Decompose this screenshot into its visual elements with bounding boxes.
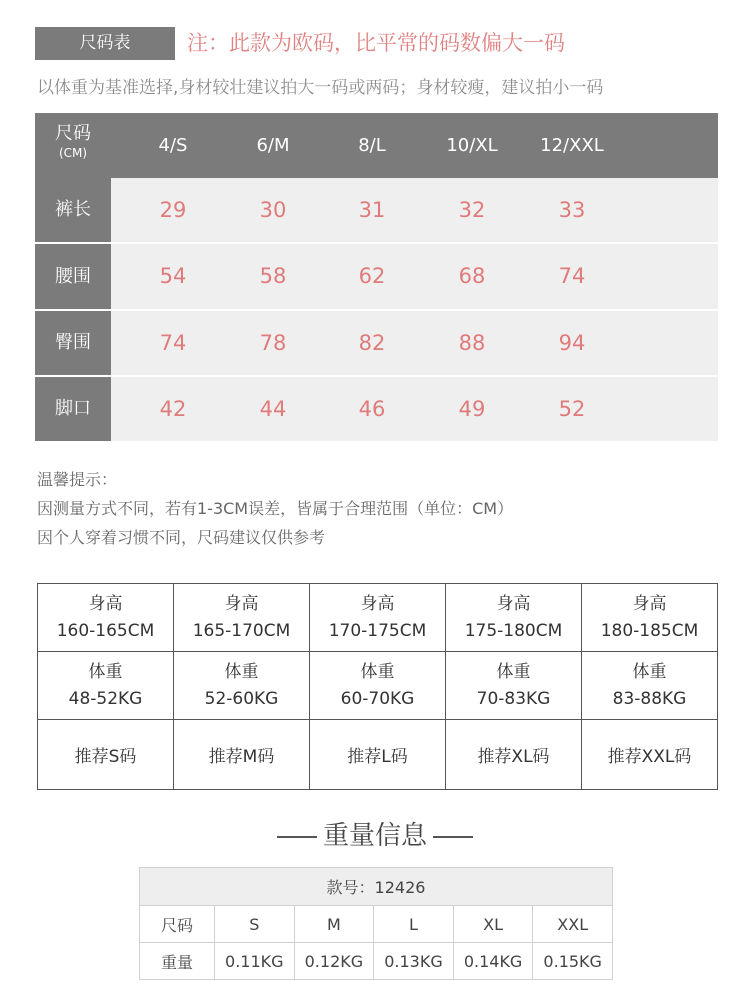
recommend-row — [38, 720, 718, 790]
weight-value: 48-52KG — [68, 688, 143, 709]
height-value: 180-185CM — [600, 620, 699, 641]
height-row — [38, 584, 718, 652]
recommend-cell: 推荐XXL码 — [582, 720, 718, 790]
measure-value: 32 — [458, 198, 486, 222]
height-label: 身高 — [360, 593, 395, 614]
size-recommend-table — [37, 583, 718, 790]
height-cell — [310, 584, 446, 652]
measure-value: 88 — [458, 331, 486, 355]
weight-info-title — [0, 815, 750, 852]
weight-value: 0.15KG — [533, 943, 613, 980]
weight-value: 83-88KG — [612, 688, 687, 709]
measure-label: 裤长 — [35, 178, 111, 242]
size-header: 4/S — [158, 135, 188, 156]
weight-cell — [174, 652, 310, 720]
measure-value: 46 — [358, 397, 386, 421]
title-dash-left — [277, 836, 317, 838]
weight-row-label: 重量 — [140, 943, 215, 980]
measure-value: 42 — [159, 397, 187, 421]
recommend-cell: 推荐L码 — [310, 720, 446, 790]
measure-value: 54 — [159, 264, 187, 288]
measure-row — [35, 377, 718, 441]
recommend-cell: 推荐S码 — [38, 720, 174, 790]
size-label: 尺码 — [55, 123, 91, 144]
weight-size: M — [294, 906, 374, 943]
size-header: 10/XL — [446, 135, 498, 156]
measure-value: 44 — [259, 397, 287, 421]
style-number-row — [140, 868, 613, 906]
measure-row — [35, 311, 718, 375]
measure-value: 74 — [159, 331, 187, 355]
measure-value: 33 — [558, 198, 586, 222]
size-chart-tag: 尺码表 — [35, 27, 175, 60]
measure-value: 58 — [259, 264, 287, 288]
measure-value: 78 — [259, 331, 287, 355]
tips-line: 因测量方式不同，若有1-3CM误差，皆属于合理范围（单位：CM） — [37, 499, 514, 518]
weight-label: 体重 — [360, 661, 395, 682]
size-header: 6/M — [256, 135, 290, 156]
size-chart-header — [35, 113, 718, 178]
height-cell — [582, 584, 718, 652]
tips-title: 温馨提示： — [37, 470, 118, 489]
weight-size: L — [374, 906, 454, 943]
measure-label: 臀围 — [35, 311, 111, 375]
height-label: 身高 — [632, 593, 667, 614]
measure-values — [111, 244, 718, 309]
measure-values — [111, 377, 718, 441]
measure-values — [111, 178, 718, 242]
weight-value: 0.12KG — [294, 943, 374, 980]
weight-size: XXL — [533, 906, 613, 943]
measure-label: 脚口 — [35, 377, 111, 441]
sizing-advice: 以体重为基准选择,身材较壮建议拍大一码或两码；身材较瘦，建议拍小一码 — [37, 78, 604, 98]
weight-label: 体重 — [88, 661, 123, 682]
measure-value: 30 — [259, 198, 287, 222]
weight-value-row — [140, 943, 613, 980]
weight-row — [38, 652, 718, 720]
height-label: 身高 — [88, 593, 123, 614]
height-cell — [174, 584, 310, 652]
height-value: 165-170CM — [192, 620, 291, 641]
height-cell — [38, 584, 174, 652]
size-header: 12/XXL — [540, 135, 604, 156]
measure-value: 49 — [458, 397, 486, 421]
size-row-label: 尺码 — [140, 906, 215, 943]
size-header: 8/L — [358, 135, 386, 156]
weight-cell — [38, 652, 174, 720]
height-value: 175-180CM — [464, 620, 563, 641]
weight-size: S — [215, 906, 295, 943]
weight-value: 52-60KG — [204, 688, 279, 709]
weight-label: 体重 — [496, 661, 531, 682]
tips-line: 因个人穿着习惯不同，尺码建议仅供参考 — [37, 528, 326, 547]
height-label: 身高 — [496, 593, 531, 614]
measure-label: 腰围 — [35, 244, 111, 309]
sizing-note: 注：此款为欧码，比平常的码数偏大一码 — [187, 31, 565, 55]
measure-row — [35, 178, 718, 242]
tips-block — [37, 465, 513, 552]
weight-info-table — [139, 867, 613, 980]
unit-label: (CM) — [58, 146, 88, 160]
height-value: 170-175CM — [328, 620, 427, 641]
height-label: 身高 — [224, 593, 259, 614]
weight-size-row — [140, 906, 613, 943]
weight-value: 0.11KG — [215, 943, 295, 980]
title-dash-right — [433, 836, 473, 838]
measure-value: 31 — [358, 198, 386, 222]
measure-value: 29 — [159, 198, 187, 222]
measure-row — [35, 244, 718, 309]
measure-value: 82 — [358, 331, 386, 355]
recommend-cell: 推荐M码 — [174, 720, 310, 790]
measure-values — [111, 311, 718, 375]
weight-value: 60-70KG — [340, 688, 415, 709]
weight-label: 体重 — [224, 661, 259, 682]
weight-cell — [310, 652, 446, 720]
weight-value: 0.13KG — [374, 943, 454, 980]
weight-size: XL — [453, 906, 533, 943]
weight-value: 70-83KG — [476, 688, 551, 709]
height-cell — [446, 584, 582, 652]
measure-value: 52 — [558, 397, 586, 421]
recommend-cell: 推荐XL码 — [446, 720, 582, 790]
style-number: 款号：12426 — [140, 868, 613, 906]
measure-value: 94 — [558, 331, 586, 355]
weight-cell — [582, 652, 718, 720]
weight-cell — [446, 652, 582, 720]
measure-value: 62 — [358, 264, 386, 288]
measure-value: 74 — [558, 264, 586, 288]
size-chart — [35, 113, 718, 441]
weight-label: 体重 — [632, 661, 667, 682]
size-corner-label — [35, 123, 111, 161]
measure-value: 68 — [458, 264, 486, 288]
height-value: 160-165CM — [56, 620, 155, 641]
weight-info-title-text: 重量信息 — [322, 821, 427, 851]
weight-value: 0.14KG — [453, 943, 533, 980]
